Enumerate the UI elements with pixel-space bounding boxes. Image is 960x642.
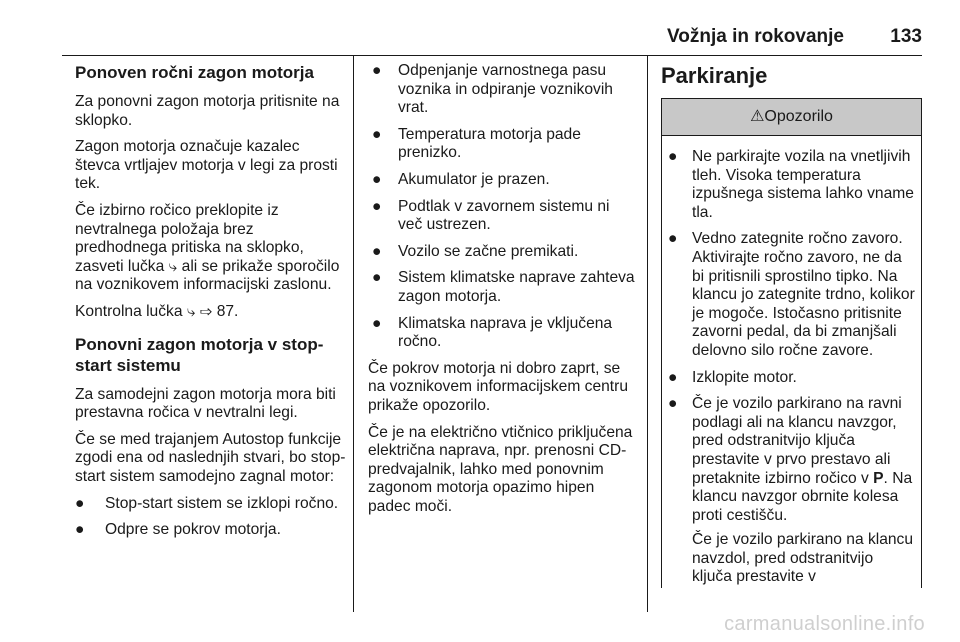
bullet-icon: ● [372,269,382,287]
bullet-icon: ● [668,148,678,165]
warning-icon: ⚠ [750,107,765,125]
paragraph: Če se med trajanjem Autostop funkcije zgodi ena od naslednjih stvari, bo stop-start sistem samodejno zagnal motor: [75,430,346,485]
bullet-icon: ● [372,62,382,79]
bullet-icon: ● [668,230,678,248]
paragraph: Če je na električno vtičnico priključena električna naprava, npr. prenosni CD-predvajalnik, lahko med ponovnim zagonom motorja opazimo hipen padec moči. [368,423,633,515]
page-header [62,26,922,52]
sub-paragraph: Če je vozilo parkirano na klancu navzdol, pred odstranitvijo ključa prestavite v [692,531,914,586]
paragraph: Za ponovni zagon motorja pritisnite na sklopko. [75,93,340,129]
paragraph: Kontrolna lučka ⤷ ⇨ 87. [75,302,239,320]
warning-box [661,98,922,588]
paragraph: Zagon motorja označuje kazalec števca vrtljajev motorja v legi za prosti tek. [75,138,338,193]
list-item: ● Temperatura motorja pade prenizko. [372,125,581,162]
list-item: ● Vozilo se začne premikati. [372,242,579,260]
column-1 [75,62,347,548]
column-divider-1 [353,56,354,612]
gear-position-p: P [873,469,884,487]
list-item: ● Klimatska naprava je vključena ročno. [372,314,613,351]
list-item: ● Če je vozilo parkirano na ravni podlagi ali na klancu navzgor, pred odstranitvijo ključa prestavite v prvo prestavo ali pretaknite izbirno ročico v P. Na klancu navzgor obrnite kolesa proti cestišču. Če je vozilo parkirano na klancu navzdol, pred odstranitvijo ključa prestavite v [668,395,914,586]
list-item: ● Vedno zategnite ročno zavoro. Aktivirajte ročno zavoro, ne da bi pritisnili sprostilno tipko. Na klancu jo zategnite trdno, kolikor je mogoče. Istočasno pritisnite zavorni pedal, da bi zmanjšali delovno silo ročne zavore. [668,230,915,359]
warning-label: Opozorilo [764,107,833,125]
list-item: ● Ne parkirajte vozila na vnetljivih tleh. Visoka temperatura izpušnega sistema lahko vname tla. [668,148,914,221]
chapter-title: Vožnja in rokovanje [666,26,844,47]
column-2 [368,62,636,524]
list-item: ● Stop-start sistem se izklopi ročno. [75,494,339,512]
bullet-icon: ● [75,494,85,512]
list-item: ● Podtlak v zavornem sistemu ni več ustrezen. [372,197,610,234]
page-number: 133 [890,26,922,47]
bullet-icon: ● [372,125,382,143]
column-divider-2 [647,56,648,612]
bullet-list [368,62,636,352]
section-heading-parking: Parkiranje [661,63,768,88]
bullet-icon: ● [668,395,678,413]
list-item: ● Akumulator je prazen. [372,170,550,188]
warning-header [662,99,921,136]
section-heading-manual-restart: Ponoven ročni zagon motorja [75,63,314,82]
warning-body [662,136,921,587]
list-item: ● Odpre se pokrov motorja. [75,521,281,539]
list-item: ● Sistem klimatske naprave zahteva zagon motorja. [372,269,635,305]
bullet-icon: ● [668,368,678,386]
bullet-icon: ● [372,314,382,332]
bullet-icon: ● [372,170,382,188]
paragraph: Če izbirno ročico preklopite iz nevtralnega položaja brez predhodnega pritiska na sklopko, zasveti lučka ⤷ ali se prikaže sporočilo na voznikovem informacijski zaslonu. [75,201,340,294]
bullet-list [75,495,347,540]
section-heading-stop-start: Ponovni zagon motorja v stop-start sistemu [75,334,324,375]
bullet-icon: ● [372,197,382,215]
watermark: carmanualsonline.info [724,613,925,635]
column-3 [661,62,922,588]
bullet-icon: ● [372,242,382,260]
header-rule [62,55,922,56]
paragraph: Za samodejni zagon motorja mora biti prestavna ročica v nevtralni legi. [75,385,336,422]
list-item: ● Izklopite motor. [668,368,797,386]
bullet-list [668,148,915,587]
bullet-icon: ● [75,521,85,539]
list-item: ● Odpenjanje varnostnega pasu voznika in odpiranje voznikovih vrat. [372,62,613,117]
paragraph: Če pokrov motorja ni dobro zaprt, se na voznikovem informacijskem centru prikaže opozorilo. [368,359,628,414]
